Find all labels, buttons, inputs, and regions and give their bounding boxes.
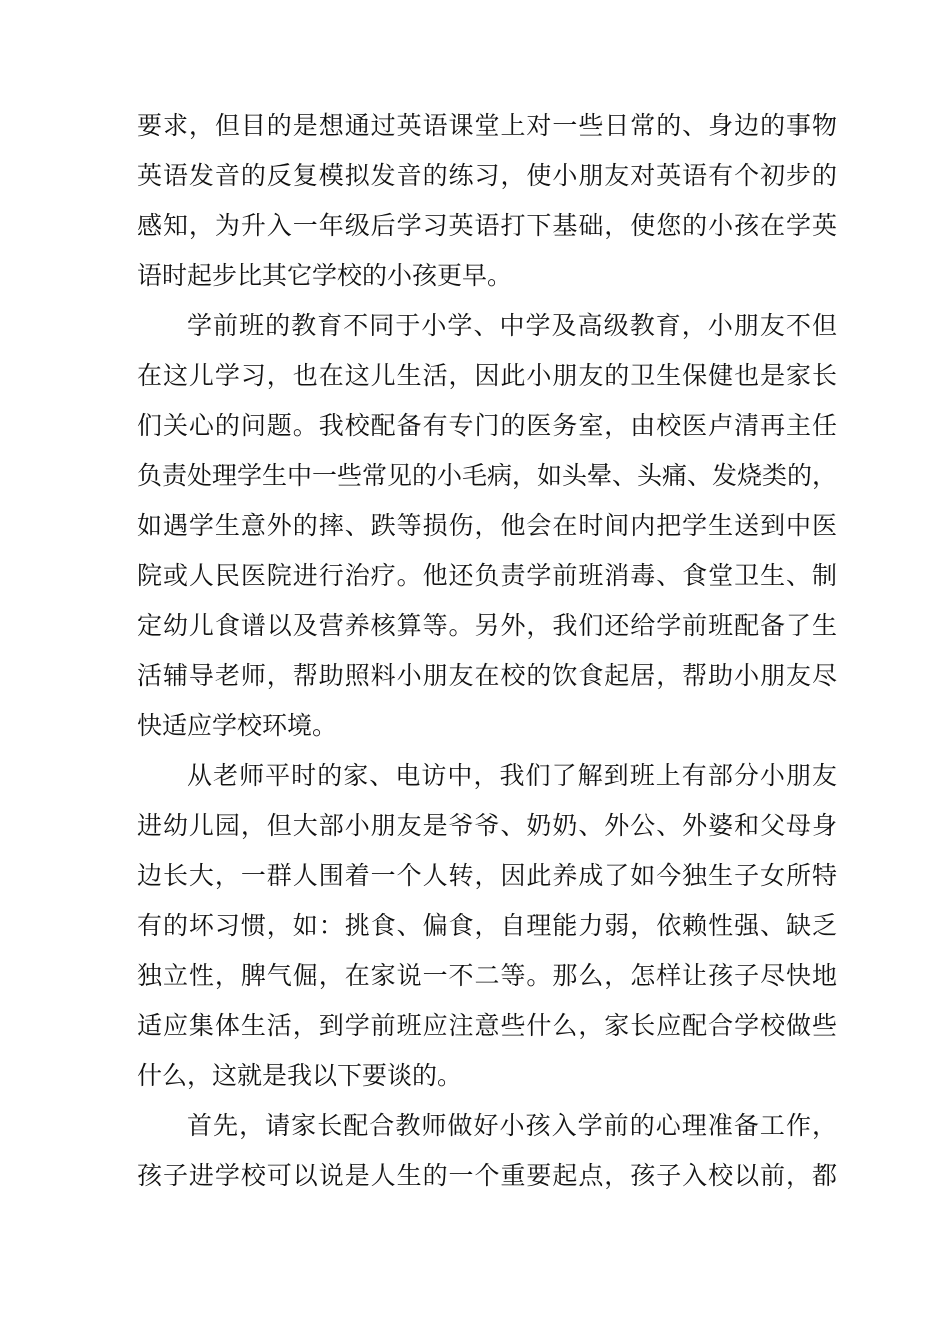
paragraph-first-line: 学前班的教育不同于小学、中学及高级教育，小朋友不但 bbox=[187, 311, 837, 340]
text-line: 如遇学生意外的摔、跌等损伤，他会在时间内把学生送到中医 bbox=[137, 511, 837, 540]
text-line: 适应集体生活，到学前班应注意些什么，家长应配合学校做些 bbox=[137, 1011, 837, 1040]
paragraph-first-line: 首先，请家长配合教师做好小孩入学前的心理准备工作， bbox=[187, 1111, 837, 1140]
text-line: 边长大，一群人围着一个人转，因此养成了如今独生子女所特 bbox=[137, 861, 837, 890]
text-line: 定幼儿食谱以及营养核算等。另外，我们还给学前班配备了生 bbox=[137, 611, 837, 640]
text-line: 快适应学校环境。 bbox=[137, 711, 338, 740]
text-line: 独立性，脾气倔，在家说一不二等。那么，怎样让孩子尽快地 bbox=[137, 961, 837, 990]
text-line: 孩子进学校可以说是人生的一个重要起点，孩子入校以前，都 bbox=[137, 1161, 837, 1190]
text-line: 在这儿学习，也在这儿生活，因此小朋友的卫生保健也是家长 bbox=[137, 361, 837, 390]
paragraph-first-line: 从老师平时的家、电访中，我们了解到班上有部分小朋友 bbox=[187, 761, 837, 790]
text-line: 负责处理学生中一些常见的小毛病，如头晕、头痛、发烧类的， bbox=[137, 461, 838, 490]
text-line: 活辅导老师，帮助照料小朋友在校的饮食起居，帮助小朋友尽 bbox=[137, 661, 837, 690]
text-line: 什么，这就是我以下要谈的。 bbox=[137, 1061, 463, 1090]
text-line: 进幼儿园，但大部小朋友是爷爷、奶奶、外公、外婆和父母身 bbox=[137, 811, 837, 840]
text-line: 有的坏习惯，如：挑食、偏食，自理能力弱，依赖性强、缺乏 bbox=[137, 911, 837, 940]
text-line: 要求，但目的是想通过英语课堂上对一些日常的、身边的事物 bbox=[137, 111, 837, 140]
text-line: 们关心的问题。我校配备有专门的医务室，由校医卢清再主任 bbox=[137, 411, 837, 440]
text-line: 感知，为升入一年级后学习英语打下基础，使您的小孩在学英 bbox=[137, 211, 837, 240]
text-line: 院或人民医院进行治疗。他还负责学前班消毒、食堂卫生、制 bbox=[137, 561, 837, 590]
text-line: 英语发音的反复模拟发音的练习，使小朋友对英语有个初步的 bbox=[137, 161, 837, 190]
text-line: 语时起步比其它学校的小孩更早。 bbox=[137, 261, 513, 290]
